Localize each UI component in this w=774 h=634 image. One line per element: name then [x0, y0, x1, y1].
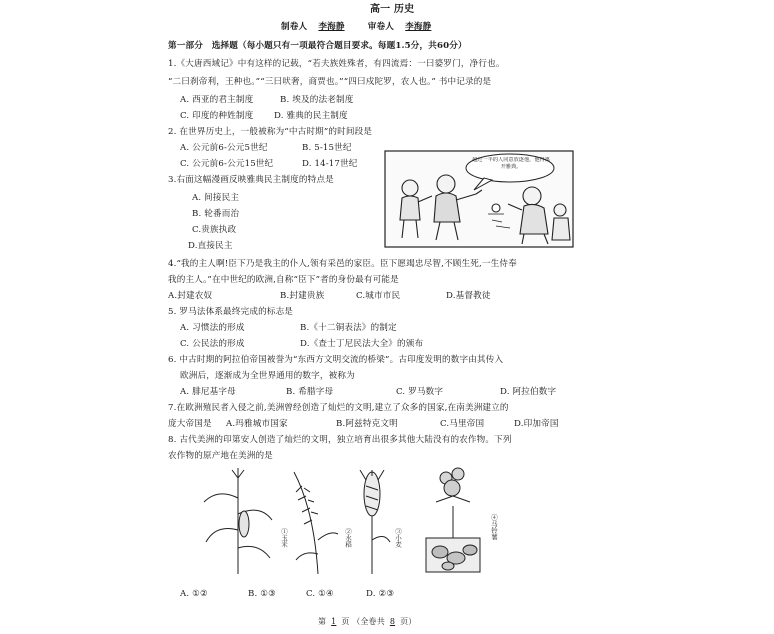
exam-sheet [150, 0, 618, 634]
plant-label-rice: ②水稻 [344, 528, 352, 548]
q4-option-b: B.封建贵族 [280, 291, 325, 301]
q3-option-c: C.贵族执政 [192, 225, 237, 235]
reviewer-name: 李海静 [405, 22, 432, 32]
q5-option-b: B.《十二铜表法》的制定 [300, 323, 397, 333]
page-total: 8 [389, 617, 396, 626]
q2-option-c: C. 公元前6-公元15世纪 [180, 159, 274, 169]
q5-option-c: C. 公民法的形成 [180, 339, 245, 349]
q1-option-a: A. 西亚的君主制度 [180, 95, 254, 105]
q8-stem-1: 8. 古代美洲的印第安人创造了灿烂的文明，独立培育出很多其他大陆没有的农作物。下列 [168, 435, 512, 445]
q7-option-c: C.马里帝国 [440, 419, 485, 429]
page-suffix: 页） [400, 617, 417, 626]
q3-stem: 3.右面这幅漫画反映雅典民主制度的特点是 [168, 175, 334, 185]
q3-option-b: B. 轮番而治 [192, 209, 240, 219]
q4-option-c: C.城市市民 [356, 291, 401, 301]
q6-option-d: D. 阿拉伯数字 [500, 387, 557, 397]
rice-plant-drawing [284, 470, 342, 576]
q3-option-a: A. 间接民主 [192, 193, 240, 203]
q7-stem-1: 7.在欧洲殖民者入侵之前,美洲曾经创造了灿烂的文明,建立了众多的国家,在南美洲建立的 [168, 403, 509, 413]
q5-option-d: D.《查士丁尼民法大全》的颁布 [300, 339, 424, 349]
q1-option-d: D. 雅典的民主制度 [274, 111, 348, 121]
plant-label-corn: ①玉米 [280, 528, 288, 548]
page-mid: 页 （全卷共 [341, 617, 385, 626]
athens-democracy-cartoon [384, 150, 574, 248]
q6-stem-1: 6. 中古时期的阿拉伯帝国被誉为“东西方文明交流的桥梁”。古印度发明的数字由其传入 [168, 355, 504, 365]
q1-option-b: B. 埃及的法老制度 [280, 95, 354, 105]
page-number: 1 [331, 617, 337, 626]
q8-option-b: B. ①③ [248, 589, 276, 599]
author-label: 制卷人 [281, 22, 308, 32]
author-name: 李海静 [318, 22, 345, 32]
q3-option-d: D.直接民主 [188, 241, 233, 251]
q5-option-a: A. 习惯法的形成 [180, 323, 245, 333]
q4-option-d: D.基督教徒 [446, 291, 491, 301]
author-line [281, 21, 439, 33]
wheat-plant-drawing [350, 470, 394, 576]
q6-stem-2: 欧洲后，逐渐成为全世界通用的数字，被称为 [180, 371, 355, 381]
q8-option-d: D. ②③ [366, 589, 395, 599]
q5-stem: 5. 罗马法体系最终完成的标志是 [168, 307, 294, 317]
q1-stem-1: 1.《大唐西域记》中有这样的记载，“若夫族姓殊者，有四流焉：一曰婆罗门，净行也。 [168, 59, 505, 69]
q2-option-b: B. 5-15世纪 [302, 143, 352, 153]
q2-stem: 2. 在世界历史上，一般被称为“中古时期”的时间段是 [168, 127, 373, 137]
q4-stem-2: 我的主人。”在中世纪的欧洲,自称“臣下”者的身份最有可能是 [168, 275, 399, 285]
page-footer [318, 616, 416, 628]
q6-option-b: B. 希腊字母 [286, 387, 334, 397]
q8-option-c: C. ①④ [306, 589, 334, 599]
section-heading: 第一部分 选择题（每小题只有一项最符合题目要求。每题1.5分，共60分） [168, 41, 467, 51]
corn-plant-drawing [198, 468, 278, 576]
plant-label-potato: ④马铃薯 [490, 514, 498, 540]
q2-option-a: A. 公元前6-公元5世纪 [180, 143, 268, 153]
q8-option-a: A. ①② [180, 589, 208, 599]
q2-option-d: D. 14-17世纪 [302, 159, 358, 169]
q4-option-a: A.封建农奴 [168, 291, 213, 301]
q4-stem-1: 4.“我的主人啊!臣下乃是我主的仆人,领有采邑的家臣。臣下愿竭忠尽智,不顾生死,一生侍奉 [168, 259, 517, 269]
q7-option-a: A.玛雅城市国家 [226, 419, 288, 429]
page-prefix: 第 [318, 617, 327, 626]
reviewer-label: 审卷人 [367, 22, 395, 32]
cartoon-speech-text: 超过一半的人同意放逐他，他得离开雅典。 [472, 157, 550, 170]
plant-label-wheat: ③小麦 [394, 528, 402, 548]
q1-option-c: C. 印度的种姓制度 [180, 111, 254, 121]
q6-option-c: C. 罗马数字 [396, 387, 444, 397]
q7-stem-2: 庞大帝国是 [168, 419, 212, 429]
q7-option-b: B.阿兹特克文明 [336, 419, 398, 429]
q8-stem-2: 农作物的原产地在美洲的是 [168, 451, 273, 461]
q7-option-d: D.印加帝国 [514, 419, 559, 429]
q1-stem-2: “二曰刹帝利，王种也。”“三曰吠奢，商贾也。”“四曰戍陀罗，农人也。” 书中记录的是 [168, 77, 492, 87]
potato-plant-drawing [422, 466, 484, 576]
q6-option-a: A. 腓尼基字母 [180, 387, 236, 397]
page-title: 高一 历史 [370, 4, 415, 15]
